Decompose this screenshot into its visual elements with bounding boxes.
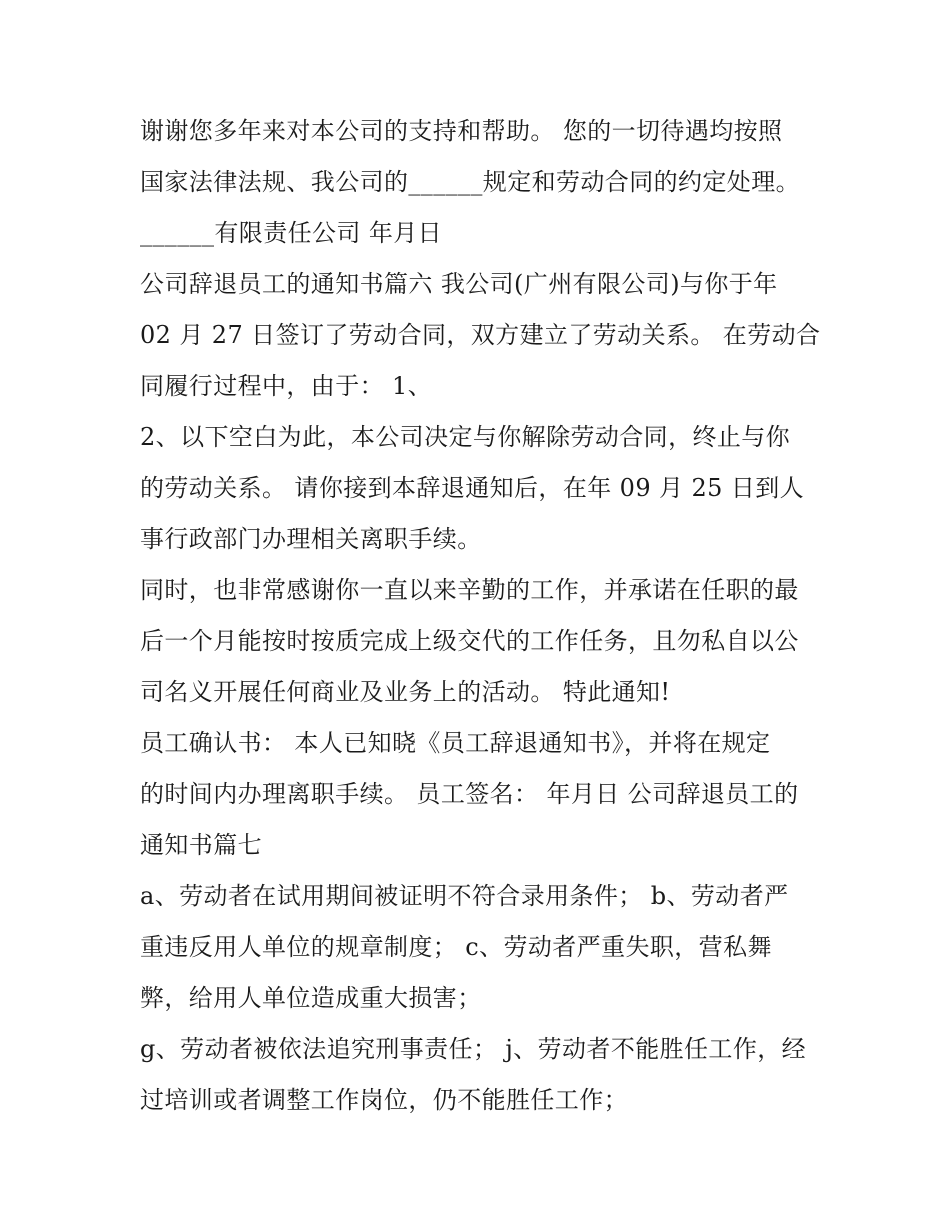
text-line: 通知书篇七 xyxy=(140,831,262,859)
text-line: 司名义开展任何商业及业务上的活动。 特此通知! xyxy=(140,678,671,706)
text-line: 国家法律法规、我公司的______规定和劳动合同的约定处理。 xyxy=(140,168,800,196)
text-line: 同时，也非常感谢你一直以来辛勤的工作，并承诺在任职的最 xyxy=(140,576,799,604)
text-line: 02 月 27 日签订了劳动合同，双方建立了劳动关系。 在劳动合 xyxy=(140,321,821,349)
text-line: 员工确认书： 本人已知晓《员工辞退通知书》，并将在规定 xyxy=(140,729,771,757)
document-body xyxy=(140,106,830,1126)
text-line: ______有限责任公司 年月日 xyxy=(140,219,443,247)
text-line: 谢谢您多年来对本公司的支持和帮助。 您的一切待遇均按照 xyxy=(140,117,783,145)
text-line: g、劳动者被依法追究刑事责任； j、劳动者不能胜任工作，经 xyxy=(140,1035,807,1063)
text-line: 同履行过程中，由于： 1、 xyxy=(140,372,433,400)
text-line: 弊，给用人单位造成重大损害； xyxy=(140,984,482,1012)
text-line: 公司辞退员工的通知书篇六 我公司(广州有限公司)与你于年 xyxy=(140,270,778,298)
text-line: a、劳动者在试用期间被证明不符合录用条件； b、劳动者严 xyxy=(140,882,789,910)
text-line: 的时间内办理离职手续。 员工签名： 年月日 公司辞退员工的 xyxy=(140,780,799,808)
text-line: 2、以下空白为此，本公司决定与你解除劳动合同，终止与你 xyxy=(140,423,791,451)
text-line: 后一个月能按时按质完成上级交代的工作任务，且勿私自以公 xyxy=(140,627,799,655)
text-line: 重违反用人单位的规章制度； c、劳动者严重失职，营私舞 xyxy=(140,933,772,961)
text-line: 的劳动关系。 请你接到本辞退通知后，在年 09 月 25 日到人 xyxy=(140,474,805,502)
text-line: 过培训或者调整工作岗位，仍不能胜任工作； xyxy=(140,1086,628,1114)
text-line: 事行政部门办理相关离职手续。 xyxy=(140,525,482,553)
